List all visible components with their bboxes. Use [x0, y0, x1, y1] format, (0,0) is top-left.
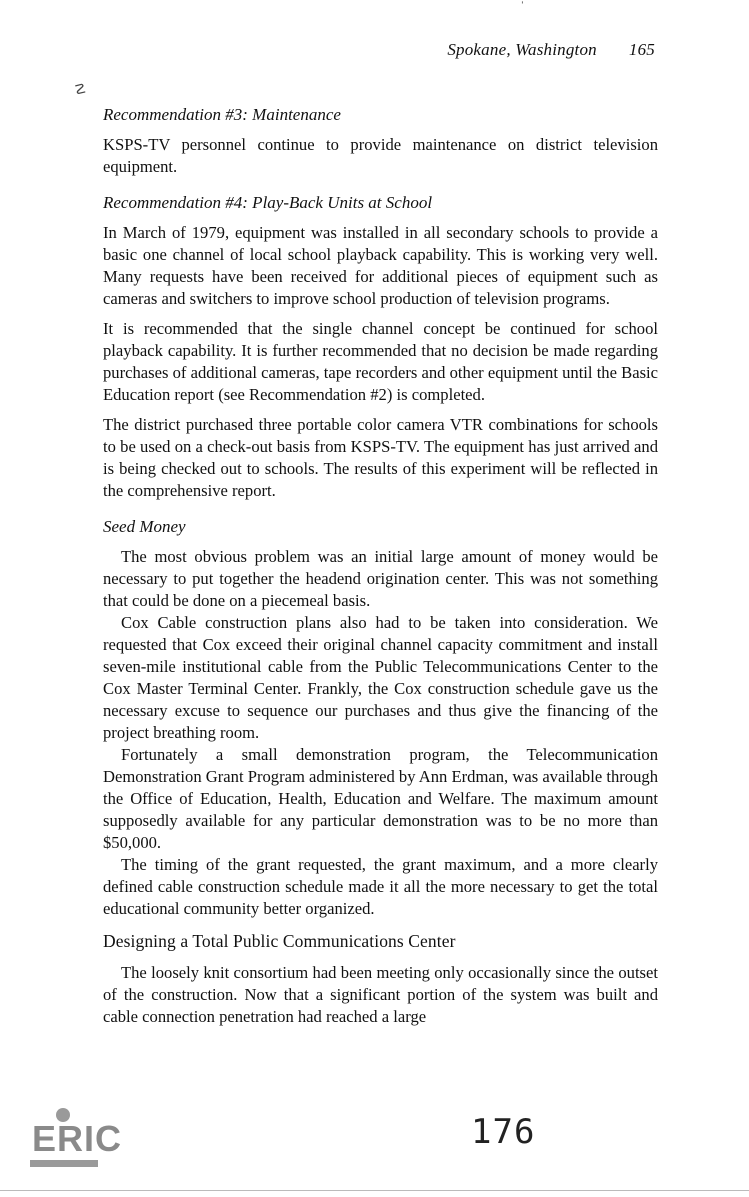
scan-speck: ☡ [74, 83, 87, 98]
paragraph: Cox Cable construction plans also had to be taken into consideration. We requested that Cox exceed their original channel capacity commitment and install seven-mile institutional cable from the Public Telecommunications Center to the Cox Master Terminal Center. Frankly, the Cox construction schedule gave us the necessary excuse to sequence our purchases and thus give the financing of the project breathing room. [103, 613, 658, 742]
eric-logo-text: ERIC [32, 1118, 123, 1159]
footer-page-number: 176 [471, 1112, 536, 1152]
scan-speck: ˈ [520, 0, 525, 15]
eric-logo-bar [30, 1160, 98, 1167]
paragraph: The district purchased three portable color camera VTR combinations for schools to be used on a check-out basis from KSPS-TV. The equipment has just arrived and is being checked out to schools. The results of this experiment will be reflected in the comprehensive report. [103, 415, 658, 500]
eric-logo [30, 1108, 123, 1168]
heading-recommendation-3: Recommendation #3: Maintenance [103, 105, 341, 124]
heading-designing-center: Designing a Total Public Communications Center [103, 931, 456, 951]
paragraph: The most obvious problem was an initial large amount of money would be necessary to put together the headend origination center. This was not something that could be done on a piecemeal basis. [103, 547, 658, 610]
running-head-title: Spokane, Washington [447, 40, 597, 59]
bottom-edge-line [0, 1190, 749, 1191]
body-text [103, 104, 658, 1028]
heading-recommendation-4: Recommendation #4: Play-Back Units at School [103, 193, 433, 212]
running-head [447, 40, 655, 60]
paragraph: The loosely knit consortium had been meeting only occasionally since the outset of the construction. Now that a significant portion of the system was built and cable connection penetration had reached a large [103, 963, 658, 1026]
paragraph: In March of 1979, equipment was installed in all secondary schools to provide a basic one channel of local school playback capability. This is working very well. Many requests have been received for additional pieces of equipment such as cameras and switchers to improve school production of television programs. [103, 223, 658, 308]
paragraph: The timing of the grant requested, the grant maximum, and a more clearly defined cable construction schedule made it all the more necessary to get the total educational community better organized. [103, 855, 658, 918]
running-head-page-number: 165 [628, 40, 655, 59]
heading-seed-money: Seed Money [103, 517, 186, 536]
paragraph: It is recommended that the single channel concept be continued for school playback capability. It is further recommended that no decision be made regarding purchases of additional cameras, tape recorders and other equipment until the Basic Education report (see Recommendation #2) is completed. [103, 319, 658, 404]
paragraph: KSPS-TV personnel continue to provide maintenance on district television equipment. [103, 135, 658, 176]
paragraph: Fortunately a small demonstration program, the Telecommunication Demonstration Grant Program administered by Ann Erdman, was available through the Office of Education, Health, Education and Welfare. The maximum amount supposedly available for any particular demonstration was to be no more than $50,000. [103, 745, 658, 852]
